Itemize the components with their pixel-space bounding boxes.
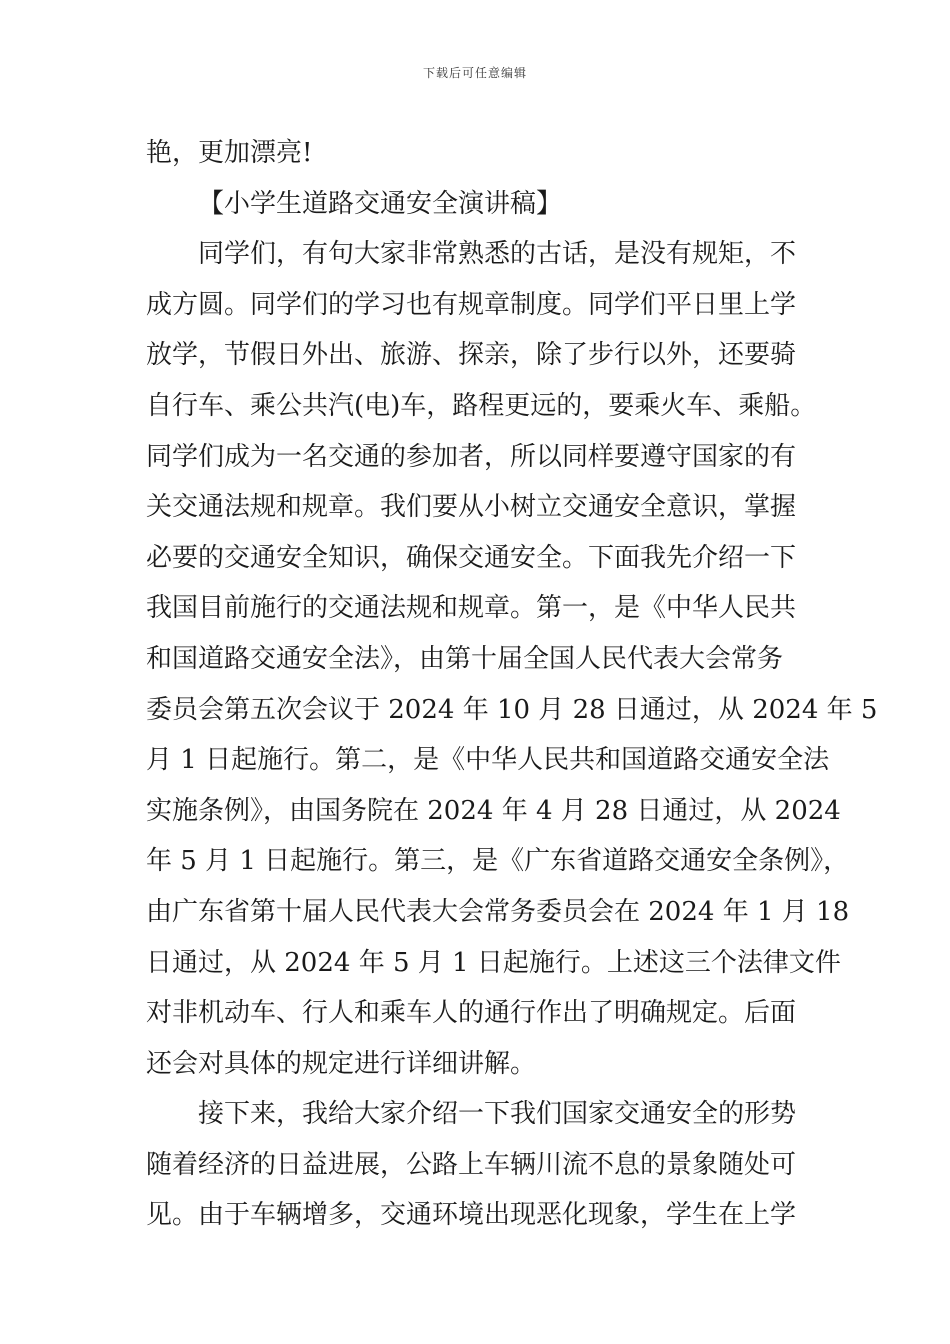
text-line: 实施条例》，由国务院在 2024 年 4 月 28 日通过，从 2024	[146, 795, 841, 826]
text-line: 和国道路交通安全法》，由第十届全国人民代表大会常务	[146, 643, 784, 674]
text-line: 随着经济的日益进展，公路上车辆川流不息的景象随处可	[146, 1149, 797, 1180]
text-line: 艳，更加漂亮!	[146, 138, 313, 168]
text-line: 必要的交通安全知识，确保交通安全。下面我先介绍一下	[146, 542, 797, 573]
text-line: 我国目前施行的交通法规和规章。第一，是《中华人民共	[146, 593, 797, 624]
text-line: 成方圆。同学们的学习也有规章制度。同学们平日里上学	[146, 289, 797, 320]
text-line: 月 1 日起施行。第二，是《中华人民共和国道路交通安全法	[146, 745, 830, 776]
text-line: 年 5 月 1 日起施行。第三，是《广东省道路交通安全条例》，	[146, 846, 850, 877]
text-line: 同学们成为一名交通的参加者，所以同样要遵守国家的有	[146, 441, 797, 472]
text-line: 委员会第五次会议于 2024 年 10 月 28 日通过，从 2024 年 5	[146, 694, 878, 725]
text-line: 放学，节假日外出、旅游、探亲，除了步行以外，还要骑	[146, 340, 797, 371]
text-line: 由广东省第十届人民代表大会常务委员会在 2024 年 1 月 18	[146, 896, 850, 927]
text-line: 接下来，我给大家介绍一下我们国家交通安全的形势	[198, 1099, 797, 1130]
document-body	[146, 128, 878, 1241]
text-line: 对非机动车、行人和乘车人的通行作出了明确规定。后面	[146, 998, 797, 1029]
text-line: 自行车、乘公共汽(电)车，路程更远的，要乘火车、乘船。	[146, 390, 817, 421]
section-title: 【小学生道路交通安全演讲稿】	[198, 188, 563, 219]
text-line: 见。由于车辆增多，交通环境出现恶化现象，学生在上学	[146, 1200, 797, 1231]
page-header: 下载后可任意编辑	[422, 66, 527, 80]
text-line: 关交通法规和规章。我们要从小树立交通安全意识，掌握	[146, 492, 797, 523]
text-line: 还会对具体的规定进行详细讲解。	[146, 1048, 537, 1079]
text-line: 同学们，有句大家非常熟悉的古话，是没有规矩，不	[198, 239, 797, 270]
text-line: 日通过，从 2024 年 5 月 1 日起施行。上述这三个法律文件	[146, 947, 841, 978]
